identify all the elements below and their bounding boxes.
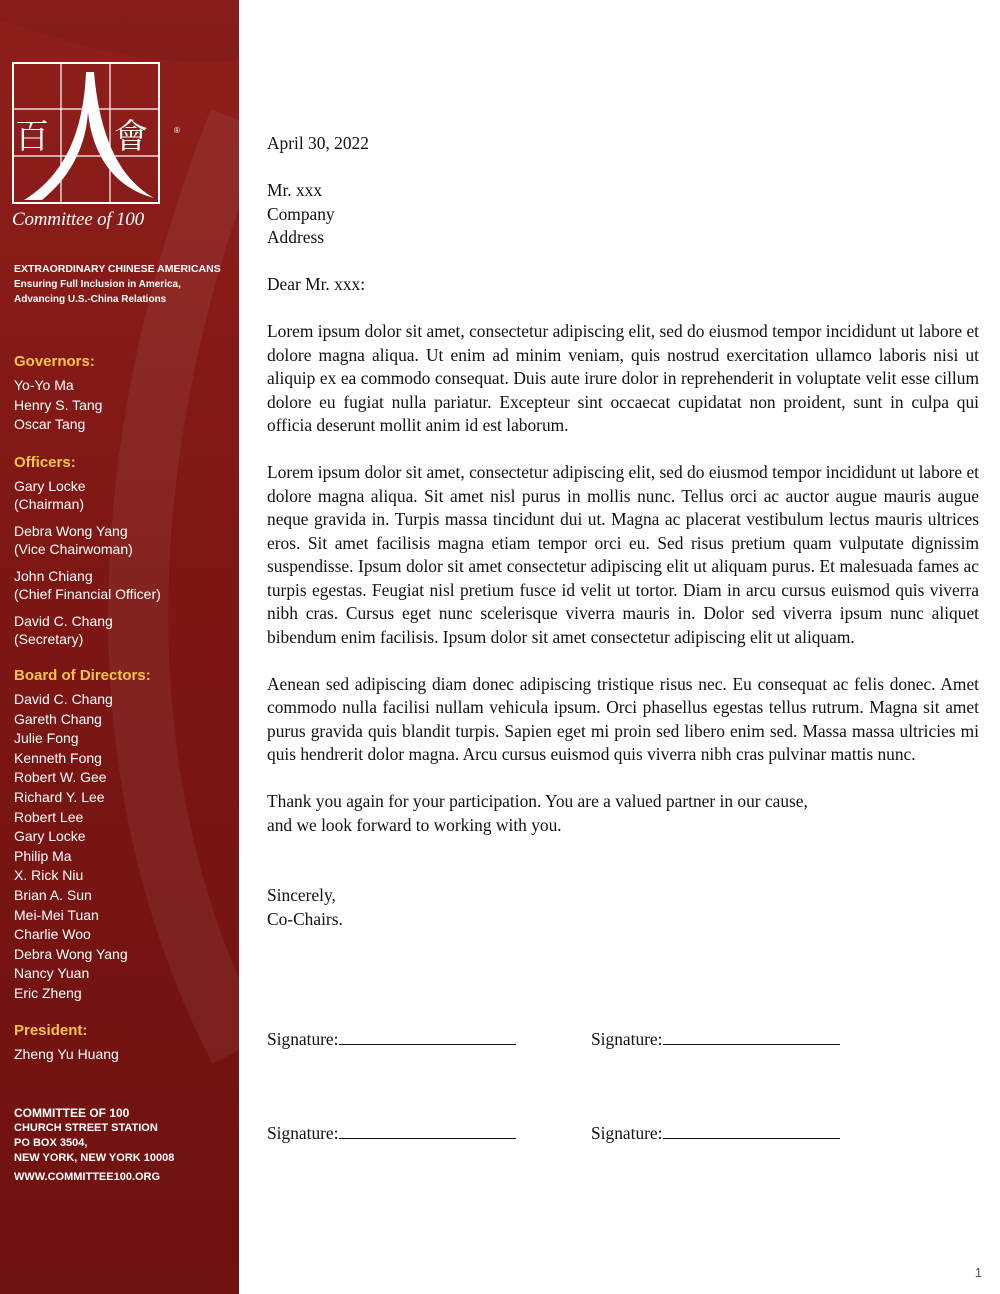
signature-field[interactable] bbox=[591, 1027, 840, 1050]
board-heading: Board of Directors: bbox=[14, 667, 151, 684]
signature-line[interactable] bbox=[663, 1027, 840, 1045]
president-name: Zheng Yu Huang bbox=[14, 1046, 119, 1062]
board-section bbox=[14, 666, 234, 1004]
tagline bbox=[14, 262, 234, 308]
board-member: Julie Fong bbox=[14, 730, 79, 747]
salutation: Dear Mr. xxx: bbox=[267, 274, 366, 294]
tagline-title: EXTRAORDINARY CHINESE AMERICANS bbox=[14, 263, 221, 275]
letterhead-sidebar bbox=[0, 0, 239, 1294]
address-box: PO BOX 3504, bbox=[14, 1137, 88, 1149]
signature-label: Signature: bbox=[267, 1029, 339, 1049]
governor-name: Yo-Yo Ma bbox=[14, 377, 74, 393]
board-member: Debra Wong Yang bbox=[14, 945, 128, 962]
registered-mark: ® bbox=[174, 126, 180, 135]
board-member: Eric Zheng bbox=[14, 984, 82, 1001]
signature-label: Signature: bbox=[267, 1123, 339, 1143]
officer-role: (Chief Financial Officer) bbox=[14, 586, 161, 602]
officer-name: Debra Wong Yang bbox=[14, 523, 128, 539]
board-member: Kenneth Fong bbox=[14, 749, 102, 766]
board-member: Gary Locke bbox=[14, 828, 86, 845]
thanks-line: Thank you again for your participation. You are a valued partner in our cause, bbox=[267, 791, 808, 811]
mailing-address bbox=[14, 1106, 234, 1185]
board-member: Gareth Chang bbox=[14, 710, 102, 727]
governors-section bbox=[14, 352, 234, 435]
recipient-name: Mr. xxx bbox=[267, 180, 323, 200]
officers-heading: Officers: bbox=[14, 454, 76, 471]
address-station: CHURCH STREET STATION bbox=[14, 1122, 158, 1134]
signature-field[interactable] bbox=[591, 1121, 840, 1144]
officer-name: David C. Chang bbox=[14, 613, 113, 629]
governors-heading: Governors: bbox=[14, 353, 95, 370]
governor-name: Oscar Tang bbox=[14, 416, 86, 433]
address-org: COMMITTEE OF 100 bbox=[14, 1106, 130, 1120]
thanks-line: and we look forward to working with you. bbox=[267, 814, 562, 835]
recipient-block bbox=[267, 179, 979, 250]
officer-name: Gary Locke bbox=[14, 478, 86, 494]
closing: Sincerely, bbox=[267, 885, 336, 905]
signature-label: Signature: bbox=[591, 1029, 663, 1049]
logo-caption: Committee of 100 bbox=[12, 209, 144, 230]
body-paragraph: Aenean sed adipiscing diam donec adipiscing tristique risus nec. Eu consequat ac felis donec. Amet commodo nulla facilisi nullam vehicula ipsum. Orci phasellus egestas tellus rutrum. Magna sit amet purus gravida quis blandit turpis. Sapien eget mi proin sed libero enim sed. Massa massa ultricies mi quis hendrerit dolor magna. Arcu cursus euismod quis viverra nibh cras pulvinar mattis nunc. bbox=[267, 673, 979, 764]
board-member: Philip Ma bbox=[14, 847, 72, 864]
signature-line[interactable] bbox=[663, 1121, 840, 1139]
officer-role: (Chairman) bbox=[14, 496, 85, 512]
signature-line[interactable] bbox=[339, 1121, 516, 1139]
body-paragraph: Lorem ipsum dolor sit amet, consectetur adipiscing elit, sed do eiusmod tempor incididunt ut labore et dolore magna aliqua. Sit amet nisl purus in mollis nunc. Tellus orci ac auctor augue mauris augue neque gravida in. Turpis massa tincidunt dui ut. Magna ac placerat vestibulum lectus mauris ultrices eros. Sit amet facilisis magna etiam tempor orci eu. Sed risus pretium quam vulputate dignissim suspendisse. Ipsum dolor sit amet consectetur adipiscing elit ut aliquam purus. Et malesuada fames ac turpis egestas. Feugiat nisl pretium fusce id velit ut tortor. Diam in arcu cursus euismod quis viverra nibh cras. Cursus eget nunc scelerisque viverra mauris in. Dolor sed viverra ipsum nunc aliquet bibendum enim facilisis. Ipsum dolor sit amet consectetur adipiscing elit ut aliquam. bbox=[267, 462, 979, 647]
page-number: 1 bbox=[974, 1265, 982, 1280]
president-section bbox=[14, 1021, 234, 1065]
thanks-paragraph bbox=[267, 790, 979, 837]
officer-name: John Chiang bbox=[14, 568, 93, 584]
signature-field[interactable] bbox=[267, 1027, 516, 1050]
logo-char-right: 會 bbox=[114, 117, 148, 157]
officer-entry bbox=[14, 522, 234, 558]
committee-logo bbox=[12, 62, 180, 232]
board-member: Richard Y. Lee bbox=[14, 788, 105, 805]
signer: Co-Chairs. bbox=[267, 908, 343, 929]
recipient-address: Address bbox=[267, 227, 324, 247]
logo-char-left: 百 bbox=[15, 117, 49, 157]
officer-entry bbox=[14, 477, 234, 513]
website-link[interactable]: WWW.COMMITTEE100.ORG bbox=[14, 1171, 161, 1183]
governor-name: Henry S. Tang bbox=[14, 396, 103, 413]
signature-field[interactable] bbox=[267, 1121, 516, 1144]
officer-role: (Secretary) bbox=[14, 631, 84, 647]
board-member: Charlie Woo bbox=[14, 926, 91, 943]
president-heading: President: bbox=[14, 1022, 88, 1039]
address-city: NEW YORK, NEW YORK 10008 bbox=[14, 1152, 175, 1164]
officer-entry bbox=[14, 567, 234, 603]
board-member: David C. Chang bbox=[14, 691, 113, 707]
closing-block bbox=[267, 884, 979, 931]
recipient-company: Company bbox=[267, 203, 335, 224]
board-member: Mei-Mei Tuan bbox=[14, 906, 99, 923]
board-member: Robert Lee bbox=[14, 808, 84, 825]
officers-section bbox=[14, 453, 234, 657]
signature-line[interactable] bbox=[339, 1027, 516, 1045]
body-paragraph: Lorem ipsum dolor sit amet, consectetur adipiscing elit, sed do eiusmod tempor incididunt ut labore et dolore magna aliqua. Ut enim ad minim veniam, quis nostrud exercitation ullamco laboris nisi ut aliquip ex ea commodo consequat. Duis aute irure dolor in reprehenderit in voluptate velit esse cillum dolore eu fugiat nulla pariatur. Excepteur sint occaecat cupidatat non proident, sunt in culpa qui officia deserunt mollit anim id est laborum. bbox=[267, 321, 979, 435]
officer-role: (Vice Chairwoman) bbox=[14, 541, 133, 557]
board-member: Robert W. Gee bbox=[14, 769, 107, 786]
board-member: Nancy Yuan bbox=[14, 965, 90, 982]
letter-date: April 30, 2022 bbox=[267, 133, 369, 153]
tagline-line1: Ensuring Full Inclusion in America, bbox=[14, 279, 181, 290]
tagline-line2: Advancing U.S.-China Relations bbox=[14, 294, 167, 305]
officer-entry bbox=[14, 612, 234, 648]
board-member: X. Rick Niu bbox=[14, 867, 84, 884]
signature-label: Signature: bbox=[591, 1123, 663, 1143]
board-member: Brian A. Sun bbox=[14, 886, 92, 903]
letter-body bbox=[267, 132, 979, 955]
